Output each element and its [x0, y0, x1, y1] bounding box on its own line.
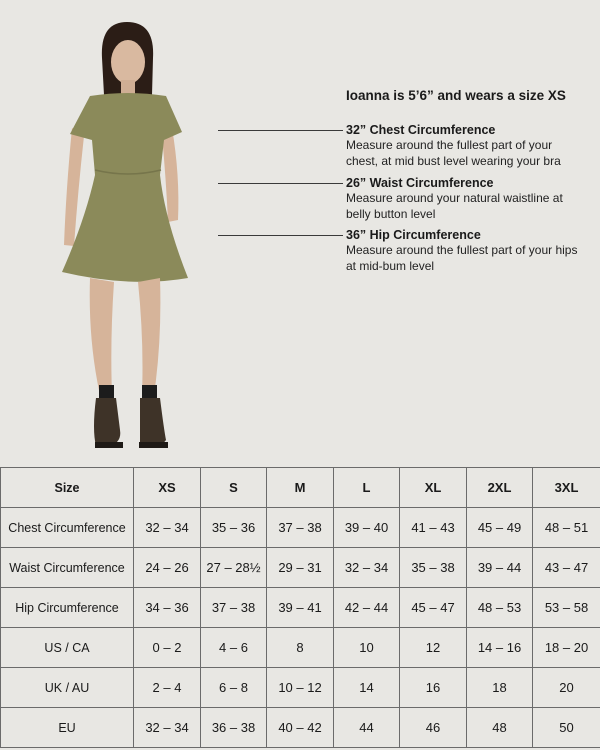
table-cell: 18 – 20 [533, 628, 600, 668]
row-label: US / CA [1, 628, 134, 668]
table-cell: 42 – 44 [334, 588, 400, 628]
model-right-leg [138, 278, 160, 395]
header-cell: 3XL [533, 468, 600, 508]
model-right-boot [140, 398, 166, 446]
header-cell: L [334, 468, 400, 508]
waist-measurement-title: 26” Waist Circumference [346, 176, 494, 190]
table-cell: 18 [467, 668, 533, 708]
table-cell: 45 – 47 [400, 588, 467, 628]
table-cell: 41 – 43 [400, 508, 467, 548]
table-cell: 37 – 38 [267, 508, 334, 548]
table-cell: 37 – 38 [201, 588, 267, 628]
header-cell: Size [1, 468, 134, 508]
header-cell: XL [400, 468, 467, 508]
chest-measurement-title: 32” Chest Circumference [346, 123, 496, 137]
table-cell: 12 [400, 628, 467, 668]
row-label: Hip Circumference [1, 588, 134, 628]
table-cell: 32 – 34 [334, 548, 400, 588]
model-fit-statement: Ioanna is 5’6” and wears a size XS [346, 88, 566, 103]
model-left-leg [90, 278, 114, 395]
header-cell: S [201, 468, 267, 508]
table-cell: 10 [334, 628, 400, 668]
table-cell: 39 – 41 [267, 588, 334, 628]
hip-measurement-title: 36” Hip Circumference [346, 228, 481, 242]
table-cell: 50 [533, 708, 600, 748]
table-row [1, 588, 600, 628]
row-label: Chest Circumference [1, 508, 134, 548]
table-cell: 6 – 8 [201, 668, 267, 708]
table-cell: 45 – 49 [467, 508, 533, 548]
table-cell: 20 [533, 668, 600, 708]
waist-measurement-desc-2: belly button level [346, 206, 436, 221]
chest-pointer-line [218, 130, 343, 131]
model-illustration [40, 10, 220, 460]
model-face [111, 40, 145, 84]
table-cell: 29 – 31 [267, 548, 334, 588]
table-cell: 39 – 40 [334, 508, 400, 548]
table-cell: 14 [334, 668, 400, 708]
table-cell: 44 [334, 708, 400, 748]
table-cell: 32 – 34 [134, 708, 201, 748]
size-chart-table [0, 467, 600, 748]
row-label: Waist Circumference [1, 548, 134, 588]
header-cell: XS [134, 468, 201, 508]
table-cell: 8 [267, 628, 334, 668]
hip-pointer-line [218, 235, 343, 236]
waist-pointer-line [218, 183, 343, 184]
table-cell: 14 – 16 [467, 628, 533, 668]
table-row [1, 668, 600, 708]
table-cell: 32 – 34 [134, 508, 201, 548]
table-cell: 43 – 47 [533, 548, 600, 588]
table-cell: 35 – 38 [400, 548, 467, 588]
table-cell: 36 – 38 [201, 708, 267, 748]
table-row [1, 708, 600, 748]
waist-measurement-desc-1: Measure around your natural waistline at [346, 191, 563, 205]
model-left-boot [94, 398, 120, 446]
row-label: EU [1, 708, 134, 748]
table-cell: 16 [400, 668, 467, 708]
table-cell: 48 [467, 708, 533, 748]
header-cell: 2XL [467, 468, 533, 508]
table-cell: 34 – 36 [134, 588, 201, 628]
hip-measurement-desc-1: Measure around the fullest part of your hips [346, 243, 578, 257]
chest-measurement-desc-1: Measure around the fullest part of your [346, 138, 553, 152]
table-cell: 46 [400, 708, 467, 748]
table-cell: 48 – 51 [533, 508, 600, 548]
table-cell: 4 – 6 [201, 628, 267, 668]
table-row [1, 628, 600, 668]
chest-measurement-desc-2: chest, at mid bust level wearing your bra [346, 153, 561, 168]
table-row [1, 508, 600, 548]
row-label: UK / AU [1, 668, 134, 708]
table-cell: 24 – 26 [134, 548, 201, 588]
table-cell: 27 – 28½ [201, 548, 267, 588]
header-cell: M [267, 468, 334, 508]
table-cell: 39 – 44 [467, 548, 533, 588]
table-cell: 53 – 58 [533, 588, 600, 628]
table-cell: 40 – 42 [267, 708, 334, 748]
table-cell: 0 – 2 [134, 628, 201, 668]
table-row [1, 548, 600, 588]
table-cell: 10 – 12 [267, 668, 334, 708]
hip-measurement-desc-2: at mid-bum level [346, 258, 435, 273]
table-cell: 2 – 4 [134, 668, 201, 708]
table-cell: 48 – 53 [467, 588, 533, 628]
table-header-row [1, 468, 600, 508]
table-cell: 35 – 36 [201, 508, 267, 548]
